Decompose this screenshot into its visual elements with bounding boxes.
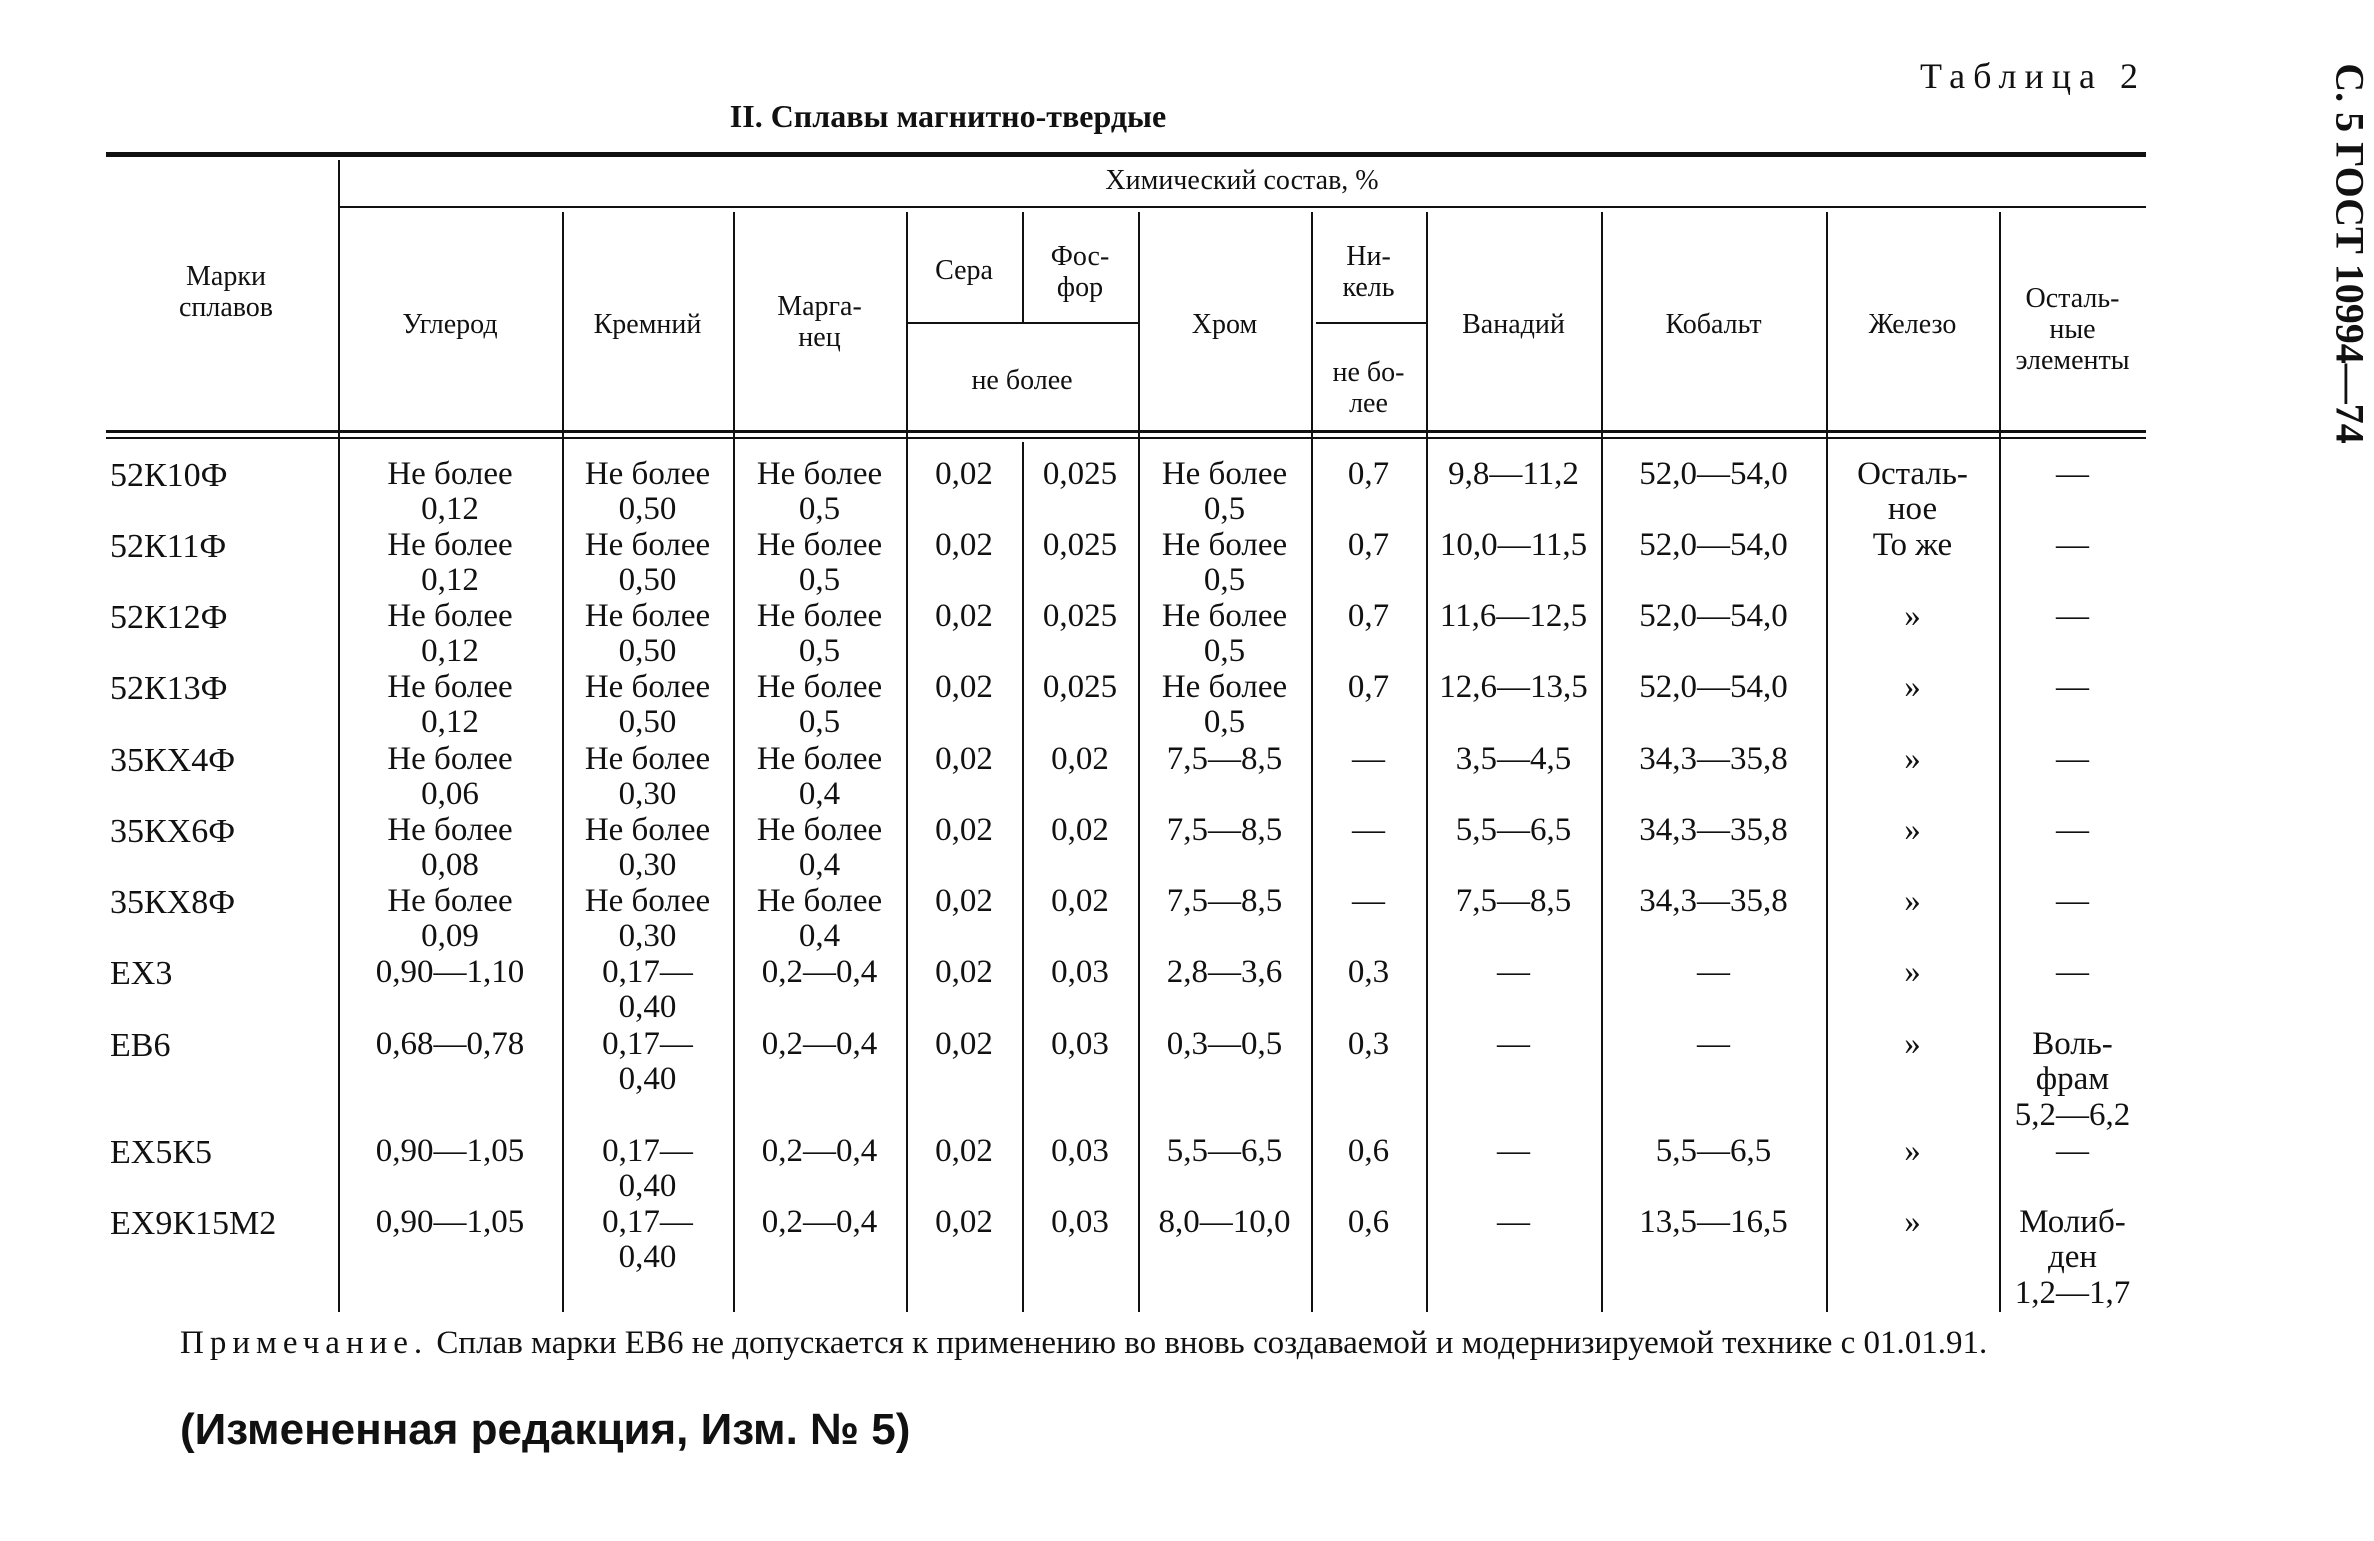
cell-fe xyxy=(1826,1134,1999,1169)
cell-line: — xyxy=(2056,669,2089,705)
cell-line: » xyxy=(1904,741,1921,777)
cell-line: Молиб- xyxy=(2019,1204,2126,1240)
cell-cr xyxy=(1138,813,1311,848)
alloy-brand: ЕХ3 xyxy=(110,955,173,992)
cell-line: — xyxy=(2056,883,2089,919)
cell-line: 0,5 xyxy=(1203,491,1246,528)
cell-s: 0,02 xyxy=(935,1133,993,1169)
cell-fe xyxy=(1826,670,1999,705)
cell-mn xyxy=(733,742,906,813)
cell-v: — xyxy=(1497,1204,1530,1240)
cell-si xyxy=(562,599,733,670)
cell-line: — xyxy=(2056,598,2089,634)
header-phosphorus-line: Фос- xyxy=(1050,241,1110,272)
cell-line: 0,4 xyxy=(798,847,841,884)
cell-v: — xyxy=(1497,1133,1530,1169)
cell-line: То же xyxy=(1872,527,1953,563)
cell-line: ное xyxy=(1887,491,1938,528)
cell-line: — xyxy=(2056,741,2089,777)
cell-p: 0,03 xyxy=(1051,1133,1109,1169)
header-manganese-line: Марга- xyxy=(777,291,862,322)
alloy-brand: 52К10Ф xyxy=(110,457,228,494)
composition-table xyxy=(106,152,2146,1312)
cell-line: 5,2—6,2 xyxy=(2014,1096,2131,1133)
cell-cr xyxy=(1138,457,1311,528)
cell-v: — xyxy=(1497,1026,1530,1062)
cell-line: Не более xyxy=(584,669,711,705)
cell-s: 0,02 xyxy=(935,527,993,563)
header-other-line: элементы xyxy=(2015,344,2130,376)
cell-line: 0,17— xyxy=(602,1204,693,1240)
alloy-brand: 35КХ6Ф xyxy=(110,813,236,850)
cell-line: » xyxy=(1904,1026,1921,1062)
cell-c xyxy=(338,528,562,599)
cell-line: 0,17— xyxy=(602,954,693,990)
cell-fe xyxy=(1826,1027,1999,1062)
cell-s: 0,02 xyxy=(935,1204,993,1240)
header-nickel-line: кель xyxy=(1342,271,1395,303)
cell-line: Не более xyxy=(387,527,513,563)
cell-other xyxy=(1999,742,2146,777)
cell-line: » xyxy=(1904,812,1921,848)
cell-line: 0,40 xyxy=(618,1168,677,1205)
cell-line: Не более xyxy=(756,669,883,705)
cell-line: » xyxy=(1904,669,1921,705)
cell-v: 12,6—13,5 xyxy=(1439,669,1588,705)
alloy-brand: 35КХ8Ф xyxy=(110,884,236,921)
cell-line: 0,30 xyxy=(618,776,677,813)
cell-other xyxy=(1999,1205,2146,1311)
cell-ni: — xyxy=(1352,741,1385,777)
cell-line: 7,5—8,5 xyxy=(1166,883,1283,919)
cell-line: Не более xyxy=(387,598,513,634)
cell-line: — xyxy=(2056,456,2089,492)
cell-other xyxy=(1999,670,2146,705)
cell-s: 0,02 xyxy=(935,741,993,777)
cell-co: 5,5—6,5 xyxy=(1655,1133,1772,1169)
table-note xyxy=(180,1326,2140,1361)
cell-ni: 0,7 xyxy=(1347,669,1390,705)
cell-line: 0,40 xyxy=(618,989,677,1026)
cell-cr xyxy=(1138,1205,1311,1240)
cell-p: 0,03 xyxy=(1051,954,1109,990)
header-nickel xyxy=(1311,242,1426,304)
cell-line: Не более xyxy=(584,883,711,919)
cell-si xyxy=(562,457,733,528)
cell-line: Не более xyxy=(584,527,711,563)
cell-line: 0,2—0,4 xyxy=(761,1204,878,1240)
cell-line: 0,50 xyxy=(618,704,677,741)
cell-co: 52,0—54,0 xyxy=(1639,669,1788,705)
cell-line: 0,5 xyxy=(1203,704,1246,741)
cell-line: 8,0—10,0 xyxy=(1158,1204,1291,1240)
header-iron: Железо xyxy=(1868,309,1957,340)
cell-fe xyxy=(1826,528,1999,563)
header-not-more: не более xyxy=(971,365,1073,396)
cell-co: 34,3—35,8 xyxy=(1639,812,1788,848)
cell-other xyxy=(1999,528,2146,563)
cell-line: 2,8—3,6 xyxy=(1166,954,1283,990)
cell-fe xyxy=(1826,884,1999,919)
cell-line: Не более xyxy=(387,669,513,705)
cell-fe xyxy=(1826,599,1999,634)
cell-co: 13,5—16,5 xyxy=(1639,1204,1788,1240)
cell-line: фрам xyxy=(2035,1061,2110,1098)
cell-line: Не более xyxy=(584,598,711,634)
cell-line: Не более xyxy=(756,883,883,919)
cell-c xyxy=(338,670,562,741)
cell-other xyxy=(1999,457,2146,492)
cell-c xyxy=(338,1134,562,1169)
cell-ni: 0,7 xyxy=(1347,598,1390,634)
alloy-brand: ЕХ9К15М2 xyxy=(110,1205,277,1242)
cell-line: Не более xyxy=(756,741,883,777)
cell-mn xyxy=(733,884,906,955)
header-sulfur: Сера xyxy=(935,255,993,286)
cell-p: 0,02 xyxy=(1051,741,1109,777)
header-nickel-line: Ни- xyxy=(1346,241,1391,272)
cell-line: 0,30 xyxy=(618,847,677,884)
cell-line: 0,4 xyxy=(798,776,841,813)
cell-fe xyxy=(1826,1205,1999,1240)
cell-line: Не более xyxy=(1161,598,1288,634)
cell-c xyxy=(338,955,562,990)
cell-line: Не более xyxy=(584,812,711,848)
cell-line: 0,2—0,4 xyxy=(761,954,878,990)
cell-si xyxy=(562,742,733,813)
cell-line: 0,12 xyxy=(421,562,479,599)
cell-cr xyxy=(1138,528,1311,599)
cell-line: — xyxy=(2056,954,2089,990)
cell-fe xyxy=(1826,742,1999,777)
header-phosphorus xyxy=(1022,242,1138,304)
cell-line: » xyxy=(1904,598,1921,634)
cell-line: 0,30 xyxy=(618,918,677,955)
cell-other xyxy=(1999,1134,2146,1169)
cell-line: 5,5—6,5 xyxy=(1166,1133,1283,1169)
cell-co: 52,0—54,0 xyxy=(1639,527,1788,563)
cell-mn xyxy=(733,457,906,528)
cell-co: 34,3—35,8 xyxy=(1639,883,1788,919)
cell-line: Не более xyxy=(756,598,883,634)
header-other xyxy=(1999,284,2146,376)
cell-line: 7,5—8,5 xyxy=(1166,741,1283,777)
cell-p: 0,025 xyxy=(1042,598,1118,634)
cell-v: 5,5—6,5 xyxy=(1455,812,1572,848)
cell-line: 0,40 xyxy=(618,1061,677,1098)
cell-line: Не более xyxy=(387,456,513,492)
cell-v: — xyxy=(1497,954,1530,990)
header-manganese xyxy=(733,292,906,354)
cell-line: Не более xyxy=(756,527,883,563)
header-cobalt: Кобальт xyxy=(1665,309,1762,340)
cell-line: 0,12 xyxy=(421,633,479,670)
cell-v: 3,5—4,5 xyxy=(1455,741,1572,777)
cell-line: Не более xyxy=(387,812,513,848)
cell-si xyxy=(562,955,733,1026)
alloy-brand: ЕХ5К5 xyxy=(110,1134,212,1171)
cell-mn xyxy=(733,813,906,884)
cell-line: ден xyxy=(2047,1239,2098,1276)
cell-line: 0,90—1,05 xyxy=(375,1204,525,1240)
cell-line: 0,12 xyxy=(421,491,479,528)
cell-line: 0,50 xyxy=(618,491,677,528)
note-lead: Примечание. xyxy=(180,1325,429,1361)
header-nickel-nm-line: не бо- xyxy=(1332,357,1405,388)
col-sep xyxy=(1022,442,1024,1312)
section-title-text: II. Сплавы магнитно-твердые xyxy=(729,98,1167,134)
alloy-brand: 52К13Ф xyxy=(110,670,228,707)
cell-line: — xyxy=(2056,527,2089,563)
cell-si xyxy=(562,1027,733,1098)
cell-s: 0,02 xyxy=(935,456,993,492)
cell-line: » xyxy=(1904,883,1921,919)
cell-line: Не более xyxy=(387,741,513,777)
cell-line: Не более xyxy=(756,812,883,848)
cell-p: 0,03 xyxy=(1051,1026,1109,1062)
alloy-brand: ЕВ6 xyxy=(110,1027,171,1064)
cell-co: 52,0—54,0 xyxy=(1639,456,1788,492)
cell-line: 0,3—0,5 xyxy=(1166,1026,1283,1062)
header-brand-line: Марки xyxy=(186,261,266,292)
cell-c xyxy=(338,1027,562,1062)
cell-line: Воль- xyxy=(2032,1026,2113,1062)
cell-other xyxy=(1999,884,2146,919)
cell-line: Не более xyxy=(387,883,513,919)
section-title xyxy=(0,98,2316,135)
cell-p: 0,02 xyxy=(1051,812,1109,848)
alloy-brand: 52К11Ф xyxy=(110,528,227,565)
cell-c xyxy=(338,884,562,955)
cell-line: 0,5 xyxy=(798,633,841,670)
edition-note: (Измененная редакция, Изм. № 5) xyxy=(180,1405,911,1454)
cell-other xyxy=(1999,1027,2146,1133)
cell-cr xyxy=(1138,955,1311,990)
cell-line: 0,5 xyxy=(1203,633,1246,670)
header-chem: Химический состав, % xyxy=(1105,165,1379,196)
header-vanadium: Ванадий xyxy=(1462,309,1565,340)
cell-line: 0,2—0,4 xyxy=(761,1133,878,1169)
cell-co: 34,3—35,8 xyxy=(1639,741,1788,777)
cell-ni: 0,7 xyxy=(1347,456,1390,492)
header-brand xyxy=(126,262,326,324)
header-bottom-rule-2 xyxy=(106,437,2146,439)
cell-mn xyxy=(733,1205,906,1240)
top-rule xyxy=(106,152,2146,157)
cell-p: 0,025 xyxy=(1042,669,1118,705)
cell-ni: — xyxy=(1352,883,1385,919)
header-nickel-nm-line: лее xyxy=(1349,387,1388,419)
cell-cr xyxy=(1138,1134,1311,1169)
cell-line: » xyxy=(1904,954,1921,990)
cell-c xyxy=(338,813,562,884)
cell-line: Не более xyxy=(756,456,883,492)
cell-line: 0,08 xyxy=(421,847,479,884)
cell-line: 0,06 xyxy=(421,776,479,813)
subhead-rule-ni xyxy=(1316,322,1426,324)
cell-mn xyxy=(733,1134,906,1169)
cell-si xyxy=(562,1134,733,1205)
header-carbon: Углерод xyxy=(402,309,498,340)
cell-c xyxy=(338,742,562,813)
cell-line: 0,5 xyxy=(798,491,841,528)
header-other-line: ные xyxy=(2049,313,2096,345)
cell-fe xyxy=(1826,457,1999,528)
cell-line: 0,90—1,10 xyxy=(375,954,525,990)
cell-si xyxy=(562,884,733,955)
cell-line: 0,50 xyxy=(618,562,677,599)
alloy-brand: 52К12Ф xyxy=(110,599,228,636)
cell-other xyxy=(1999,813,2146,848)
cell-ni: 0,3 xyxy=(1347,954,1390,990)
cell-si xyxy=(562,1205,733,1276)
cell-line: 1,2—1,7 xyxy=(2014,1274,2131,1311)
cell-line: 0,09 xyxy=(421,918,479,955)
header-brand-line: сплавов xyxy=(178,291,274,323)
cell-line: 0,5 xyxy=(1203,562,1246,599)
cell-line: » xyxy=(1904,1204,1921,1240)
cell-other xyxy=(1999,955,2146,990)
cell-fe xyxy=(1826,955,1999,990)
header-chrome: Хром xyxy=(1191,309,1258,340)
cell-line: — xyxy=(2056,1133,2089,1169)
cell-line: 0,17— xyxy=(602,1133,693,1169)
cell-ni: 0,7 xyxy=(1347,527,1390,563)
table-label: Таблица 2 xyxy=(1920,56,2146,96)
cell-cr xyxy=(1138,599,1311,670)
cell-v: 11,6—12,5 xyxy=(1439,598,1588,634)
cell-s: 0,02 xyxy=(935,1026,993,1062)
cell-cr xyxy=(1138,742,1311,777)
header-phosphorus-line: фор xyxy=(1056,271,1104,303)
header-nickel-not-more xyxy=(1311,358,1426,420)
cell-ni: 0,6 xyxy=(1347,1204,1390,1240)
cell-s: 0,02 xyxy=(935,954,993,990)
cell-mn xyxy=(733,1027,906,1062)
cell-v: 10,0—11,5 xyxy=(1439,527,1588,563)
cell-co: — xyxy=(1697,1026,1730,1062)
cell-line: Не более xyxy=(1161,669,1288,705)
cell-ni: — xyxy=(1352,812,1385,848)
header-bottom-rule xyxy=(106,430,2146,433)
cell-p: 0,03 xyxy=(1051,1204,1109,1240)
cell-cr xyxy=(1138,1027,1311,1062)
cell-line: 0,17— xyxy=(602,1026,693,1062)
cell-mn xyxy=(733,670,906,741)
cell-ni: 0,3 xyxy=(1347,1026,1390,1062)
cell-v: 7,5—8,5 xyxy=(1455,883,1572,919)
cell-c xyxy=(338,599,562,670)
cell-si xyxy=(562,813,733,884)
cell-cr xyxy=(1138,884,1311,919)
cell-mn xyxy=(733,528,906,599)
cell-si xyxy=(562,528,733,599)
cell-line: 0,40 xyxy=(618,1239,677,1276)
side-label: С. 5 ГОСТ 10994—74 xyxy=(2327,63,2373,444)
cell-line: » xyxy=(1904,1133,1921,1169)
cell-line: 0,5 xyxy=(798,704,841,741)
cell-p: 0,02 xyxy=(1051,883,1109,919)
cell-co: 52,0—54,0 xyxy=(1639,598,1788,634)
cell-line: 0,50 xyxy=(618,633,677,670)
cell-mn xyxy=(733,955,906,990)
cell-s: 0,02 xyxy=(935,669,993,705)
cell-cr xyxy=(1138,670,1311,741)
cell-line: 0,5 xyxy=(798,562,841,599)
cell-mn xyxy=(733,599,906,670)
cell-line: Не более xyxy=(584,456,711,492)
note-text: Сплав марки ЕВ6 не допускается к применению во вновь создаваемой и модернизируемой технике с 01.01.91. xyxy=(436,1325,1988,1361)
cell-line: 0,68—0,78 xyxy=(375,1026,525,1062)
header-silicon: Кремний xyxy=(593,309,702,340)
cell-line: 0,90—1,05 xyxy=(375,1133,525,1169)
cell-line: — xyxy=(2056,812,2089,848)
cell-si xyxy=(562,670,733,741)
cell-line: 0,4 xyxy=(798,918,841,955)
cell-s: 0,02 xyxy=(935,812,993,848)
cell-line: Не более xyxy=(1161,527,1288,563)
header-other-line: Осталь- xyxy=(2025,283,2120,314)
cell-co: — xyxy=(1697,954,1730,990)
subhead-rule xyxy=(906,322,1138,324)
chem-rule xyxy=(338,206,2146,208)
header-manganese-line: нец xyxy=(798,321,841,353)
cell-s: 0,02 xyxy=(935,598,993,634)
cell-p: 0,025 xyxy=(1042,527,1118,563)
cell-other xyxy=(1999,599,2146,634)
cell-v: 9,8—11,2 xyxy=(1448,456,1579,492)
alloy-brand: 35КХ4Ф xyxy=(110,742,236,779)
cell-line: Не более xyxy=(1161,456,1288,492)
cell-p: 0,025 xyxy=(1042,456,1118,492)
cell-line: Осталь- xyxy=(1857,456,1968,492)
cell-line: 0,2—0,4 xyxy=(761,1026,878,1062)
cell-line: 7,5—8,5 xyxy=(1166,812,1283,848)
cell-fe xyxy=(1826,813,1999,848)
cell-line: 0,12 xyxy=(421,704,479,741)
cell-c xyxy=(338,457,562,528)
cell-ni: 0,6 xyxy=(1347,1133,1390,1169)
cell-s: 0,02 xyxy=(935,883,993,919)
cell-line: Не более xyxy=(584,741,711,777)
cell-c xyxy=(338,1205,562,1240)
